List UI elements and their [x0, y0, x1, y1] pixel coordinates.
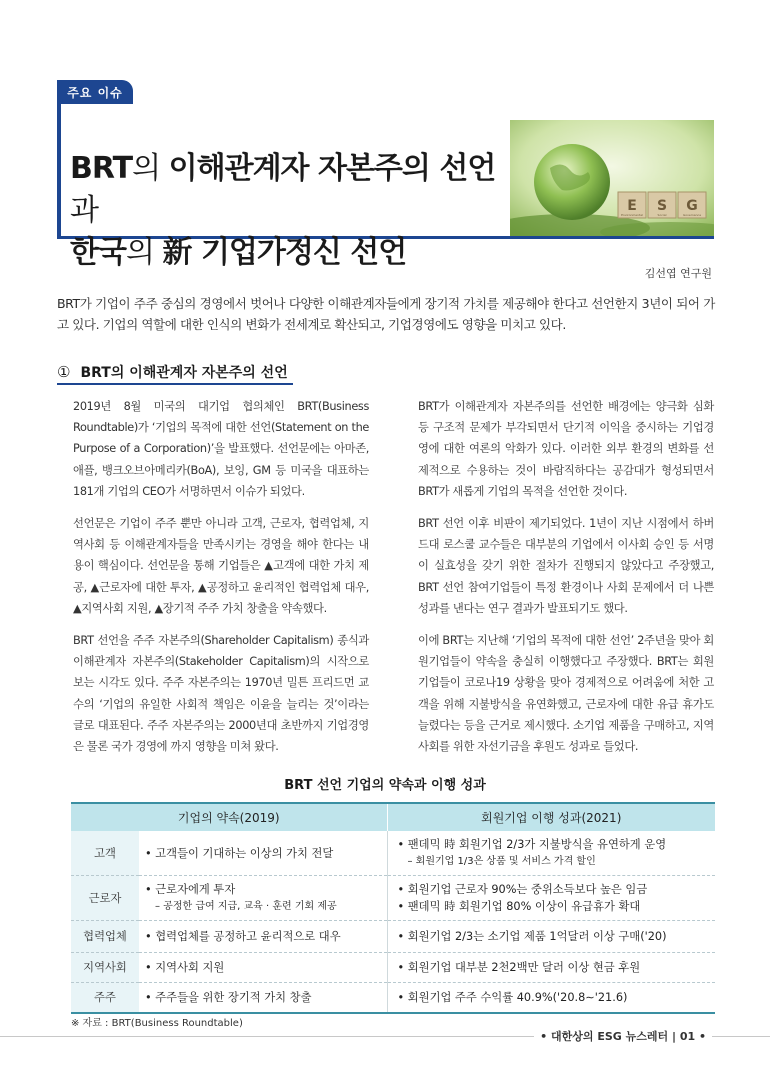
paragraph: 2019년 8월 미국의 대기업 협의체인 BRT(Business Roundtable)가 ‘기업의 목적에 대한 선언(Statement on the Purpose of a Corporation)’을 발표했다. 선언문에는 아마존, 애플, 뱅크오브아메리카(BoA), 보잉, GM 등 미국을 대표하는 181개 기업의 CEO가 서명하면서 이슈가 되었다.	[73, 400, 369, 498]
intro-paragraph: BRT가 기업이 주주 중심의 경영에서 벗어나 다양한 이해관계자들에게 장기적 가치를 제공해야 한다고 선언한지 3년이 되어 가고 있다. 기업의 역할에 대한 인식의 변화가 전세계로 확산되고, 기업경영에도 영향을 미치고 있다.	[57, 296, 715, 332]
result-line: • 회원기업 근로자 90%는 중위소득보다 높은 임금	[397, 883, 648, 896]
paragraph: 선언문은 기업이 주주 뿐만 아니라 고객, 근로자, 협력업체, 지역사회 등 이해관계자들을 만족시키는 경영을 해야 한다는 내용이 핵심이다. 선언문을 통해 기업들은 ▲고객에 대한 가치 제공, ▲근로자에 대한 투자, ▲공정하고 윤리적인 협력업체 대우, ▲지역사회 지원, ▲장기적 주주 가치 창출을 약속했다.	[73, 517, 369, 615]
row-promise	[139, 921, 387, 953]
result-line: • 회원기업 대부분 2천2백만 달러 이상 현금 후원	[397, 961, 641, 974]
row-category: 지역사회	[71, 953, 139, 983]
section-number: ①	[57, 363, 71, 381]
right-column	[418, 396, 714, 768]
result-line: • 회원기업 주주 수익률 40.9%('20.8∼'21.6)	[397, 990, 628, 1004]
promise-line: • 근로자에게 투자	[145, 883, 236, 896]
promise-subline: – 공정한 급여 지급, 교육 · 훈련 기회 제공	[155, 901, 337, 912]
result-line: • 팬데믹 時 회원기업 80% 이상이 유급휴가 확대	[397, 900, 641, 913]
header-promise: 기업의 약속(2019)	[71, 803, 387, 831]
row-promise	[139, 831, 387, 876]
esg-caption: Governance	[682, 213, 702, 217]
esg-blocks	[618, 192, 706, 218]
row-results	[387, 921, 715, 953]
author: 김선엽 연구원	[644, 267, 712, 280]
promise-line: • 지역사회 지원	[145, 961, 225, 974]
footer-label: • 대한상의 ESG 뉴스레터 | 01 •	[534, 1028, 712, 1044]
table-row	[71, 831, 715, 876]
row-category: 주주	[71, 983, 139, 1013]
paragraph: BRT가 이해관계자 자본주의를 선언한 배경에는 양극화 심화 등 구조적 문제가 부각되면서 단기적 이익을 중시하는 기업경영에 대한 여론의 악화가 있다. 이러한 외부 환경의 변화를 선제적으로 수용하는 것이 바람직하다는 공감대가 형성되면서 BRT가 새롭게 기업의 목적을 선언한 것이다.	[418, 400, 714, 498]
table-header-row	[71, 803, 715, 831]
row-promise	[139, 953, 387, 983]
title-part: 의	[132, 151, 169, 186]
title-part: 한국	[70, 235, 126, 270]
row-category: 협력업체	[71, 921, 139, 953]
row-category: 고객	[71, 831, 139, 876]
row-results	[387, 953, 715, 983]
result-subline: – 회원기업 1/3은 상품 및 서비스 가격 할인	[407, 856, 596, 867]
table-row	[71, 953, 715, 983]
title-part: 의	[125, 235, 163, 270]
title-part: 과	[70, 193, 98, 228]
esg-block-s: S	[656, 198, 668, 214]
table-row	[71, 921, 715, 953]
section-tag: 주요 이슈	[57, 80, 133, 104]
table-source: ※ 자료 : BRT(Business Roundtable)	[71, 1018, 243, 1029]
row-results	[387, 831, 715, 876]
row-category: 근로자	[71, 876, 139, 921]
row-promise	[139, 876, 387, 921]
section-title: BRT의 이해관계자 자본주의 선언	[80, 365, 288, 381]
esg-caption: Environmental	[621, 213, 643, 217]
header-results: 회원기업 이행 성과(2021)	[387, 803, 715, 831]
result-line: • 회원기업 2/3는 소기업 제품 1억달러 이상 구매('20)	[397, 930, 667, 943]
esg-block-g: G	[686, 198, 698, 214]
paragraph: BRT 선언 이후 비판이 제기되었다. 1년이 지난 시점에서 하버드대 로스쿨 교수들은 대부분의 기업에서 이사회 승인 등 서명이 실효성을 갖기 위한 절차가 진행되지 않았다고 주장했고, BRT 선언 참여기업들이 특정 환경이나 사회 문제에서 더 나쁜 성과를 낸다는 연구 결과가 발표되기도 했다.	[418, 517, 714, 615]
paragraph: BRT 선언을 주주 자본주의(Shareholder Capitalism) 종식과 이해관계자 자본주의(Stakeholder Capitalism)의 시작으로 보는 시각도 있다. 주주 자본주의는 1970년 밀튼 프리드먼 교수의 ‘기업의 유일한 사회적 책임은 이윤을 늘리는 것’이라는 글로 대표된다. 주주 자본주의는 2000년대 초반까지 기업경영은 물론 국가 경영에 까지 영향을 미쳐 왔다.	[73, 634, 369, 754]
table-row	[71, 876, 715, 921]
esg-globe-image	[510, 120, 714, 236]
result-line: • 팬데믹 時 회원기업 2/3가 지불방식을 유연하게 운영	[397, 838, 667, 851]
commitments-table	[71, 802, 715, 1014]
title-part: BRT	[70, 151, 133, 186]
row-results	[387, 876, 715, 921]
left-column	[73, 396, 369, 768]
table-row	[71, 983, 715, 1013]
title-part: 新 기업가정신 선언	[162, 235, 407, 270]
esg-block-e: E	[627, 198, 637, 214]
section-heading	[57, 361, 293, 385]
table-title: BRT 선언 기업의 약속과 이행 성과	[284, 778, 486, 793]
title-part: 이해관계자 자본주의 선언	[168, 151, 496, 186]
row-promise	[139, 983, 387, 1013]
promise-line: • 고객들이 기대하는 이상의 가치 전달	[145, 846, 334, 860]
promise-line: • 주주들을 위한 장기적 가치 창출	[145, 990, 312, 1004]
promise-line: • 협력업체를 공정하고 윤리적으로 대우	[145, 930, 341, 943]
esg-caption: Social	[657, 213, 667, 217]
page-title	[70, 148, 510, 274]
paragraph: 이에 BRT는 지난해 ‘기업의 목적에 대한 선언’ 2주년을 맞아 회원기업들이 약속을 충실히 이행했다고 주장했다. BRT는 회원기업들이 코로나19 상황을 맞아 경제적으로 어려움에 처한 고객을 위해 지불방식을 유연화했고, 근로자에 대한 유급 휴가도 늘렸다는 등을 근거로 제시했다. 소기업 제품을 구매하고, 지역사회를 위한 자선기금을 후원도 성과로 들었다.	[418, 634, 714, 754]
row-results	[387, 983, 715, 1013]
